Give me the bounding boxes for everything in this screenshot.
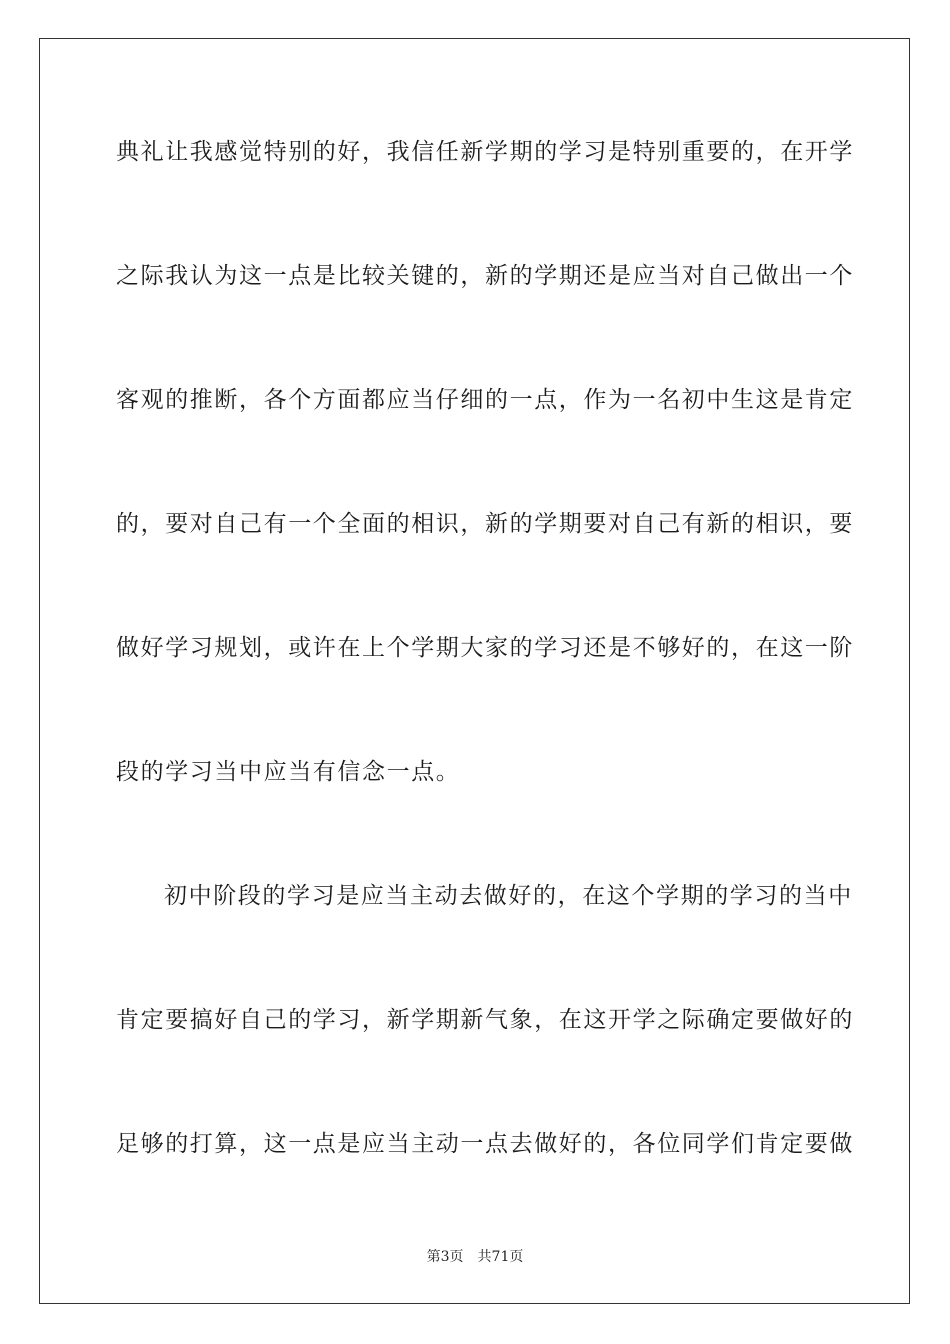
page-number: 第3页	[426, 1249, 464, 1265]
text-line: 的，要对自己有一个全面的相识，新的学期要对自己有新的相识，要	[116, 511, 854, 537]
page-frame	[39, 38, 910, 1304]
text-line: 之际我认为这一点是比较关键的，新的学期还是应当对自己做出一个	[116, 263, 854, 289]
paragraph-first-line: 初中阶段的学习是应当主动去做好的，在这个学期的学习的当中	[164, 883, 853, 909]
text-line: 肯定要搞好自己的学习，新学期新气象，在这开学之际确定要做好的	[116, 1007, 854, 1033]
text-line: 典礼让我感觉特别的好，我信任新学期的学习是特别重要的，在开学	[116, 139, 854, 165]
page-footer	[0, 1246, 950, 1266]
page-total: 共71页	[477, 1249, 524, 1265]
text-line: 段的学习当中应当有信念一点。	[116, 759, 461, 785]
text-line: 客观的推断，各个方面都应当仔细的一点，作为一名初中生这是肯定	[116, 387, 854, 413]
text-line: 足够的打算，这一点是应当主动一点去做好的，各位同学们肯定要做	[116, 1131, 854, 1157]
text-line: 做好学习规划，或许在上个学期大家的学习还是不够好的，在这一阶	[116, 635, 854, 661]
